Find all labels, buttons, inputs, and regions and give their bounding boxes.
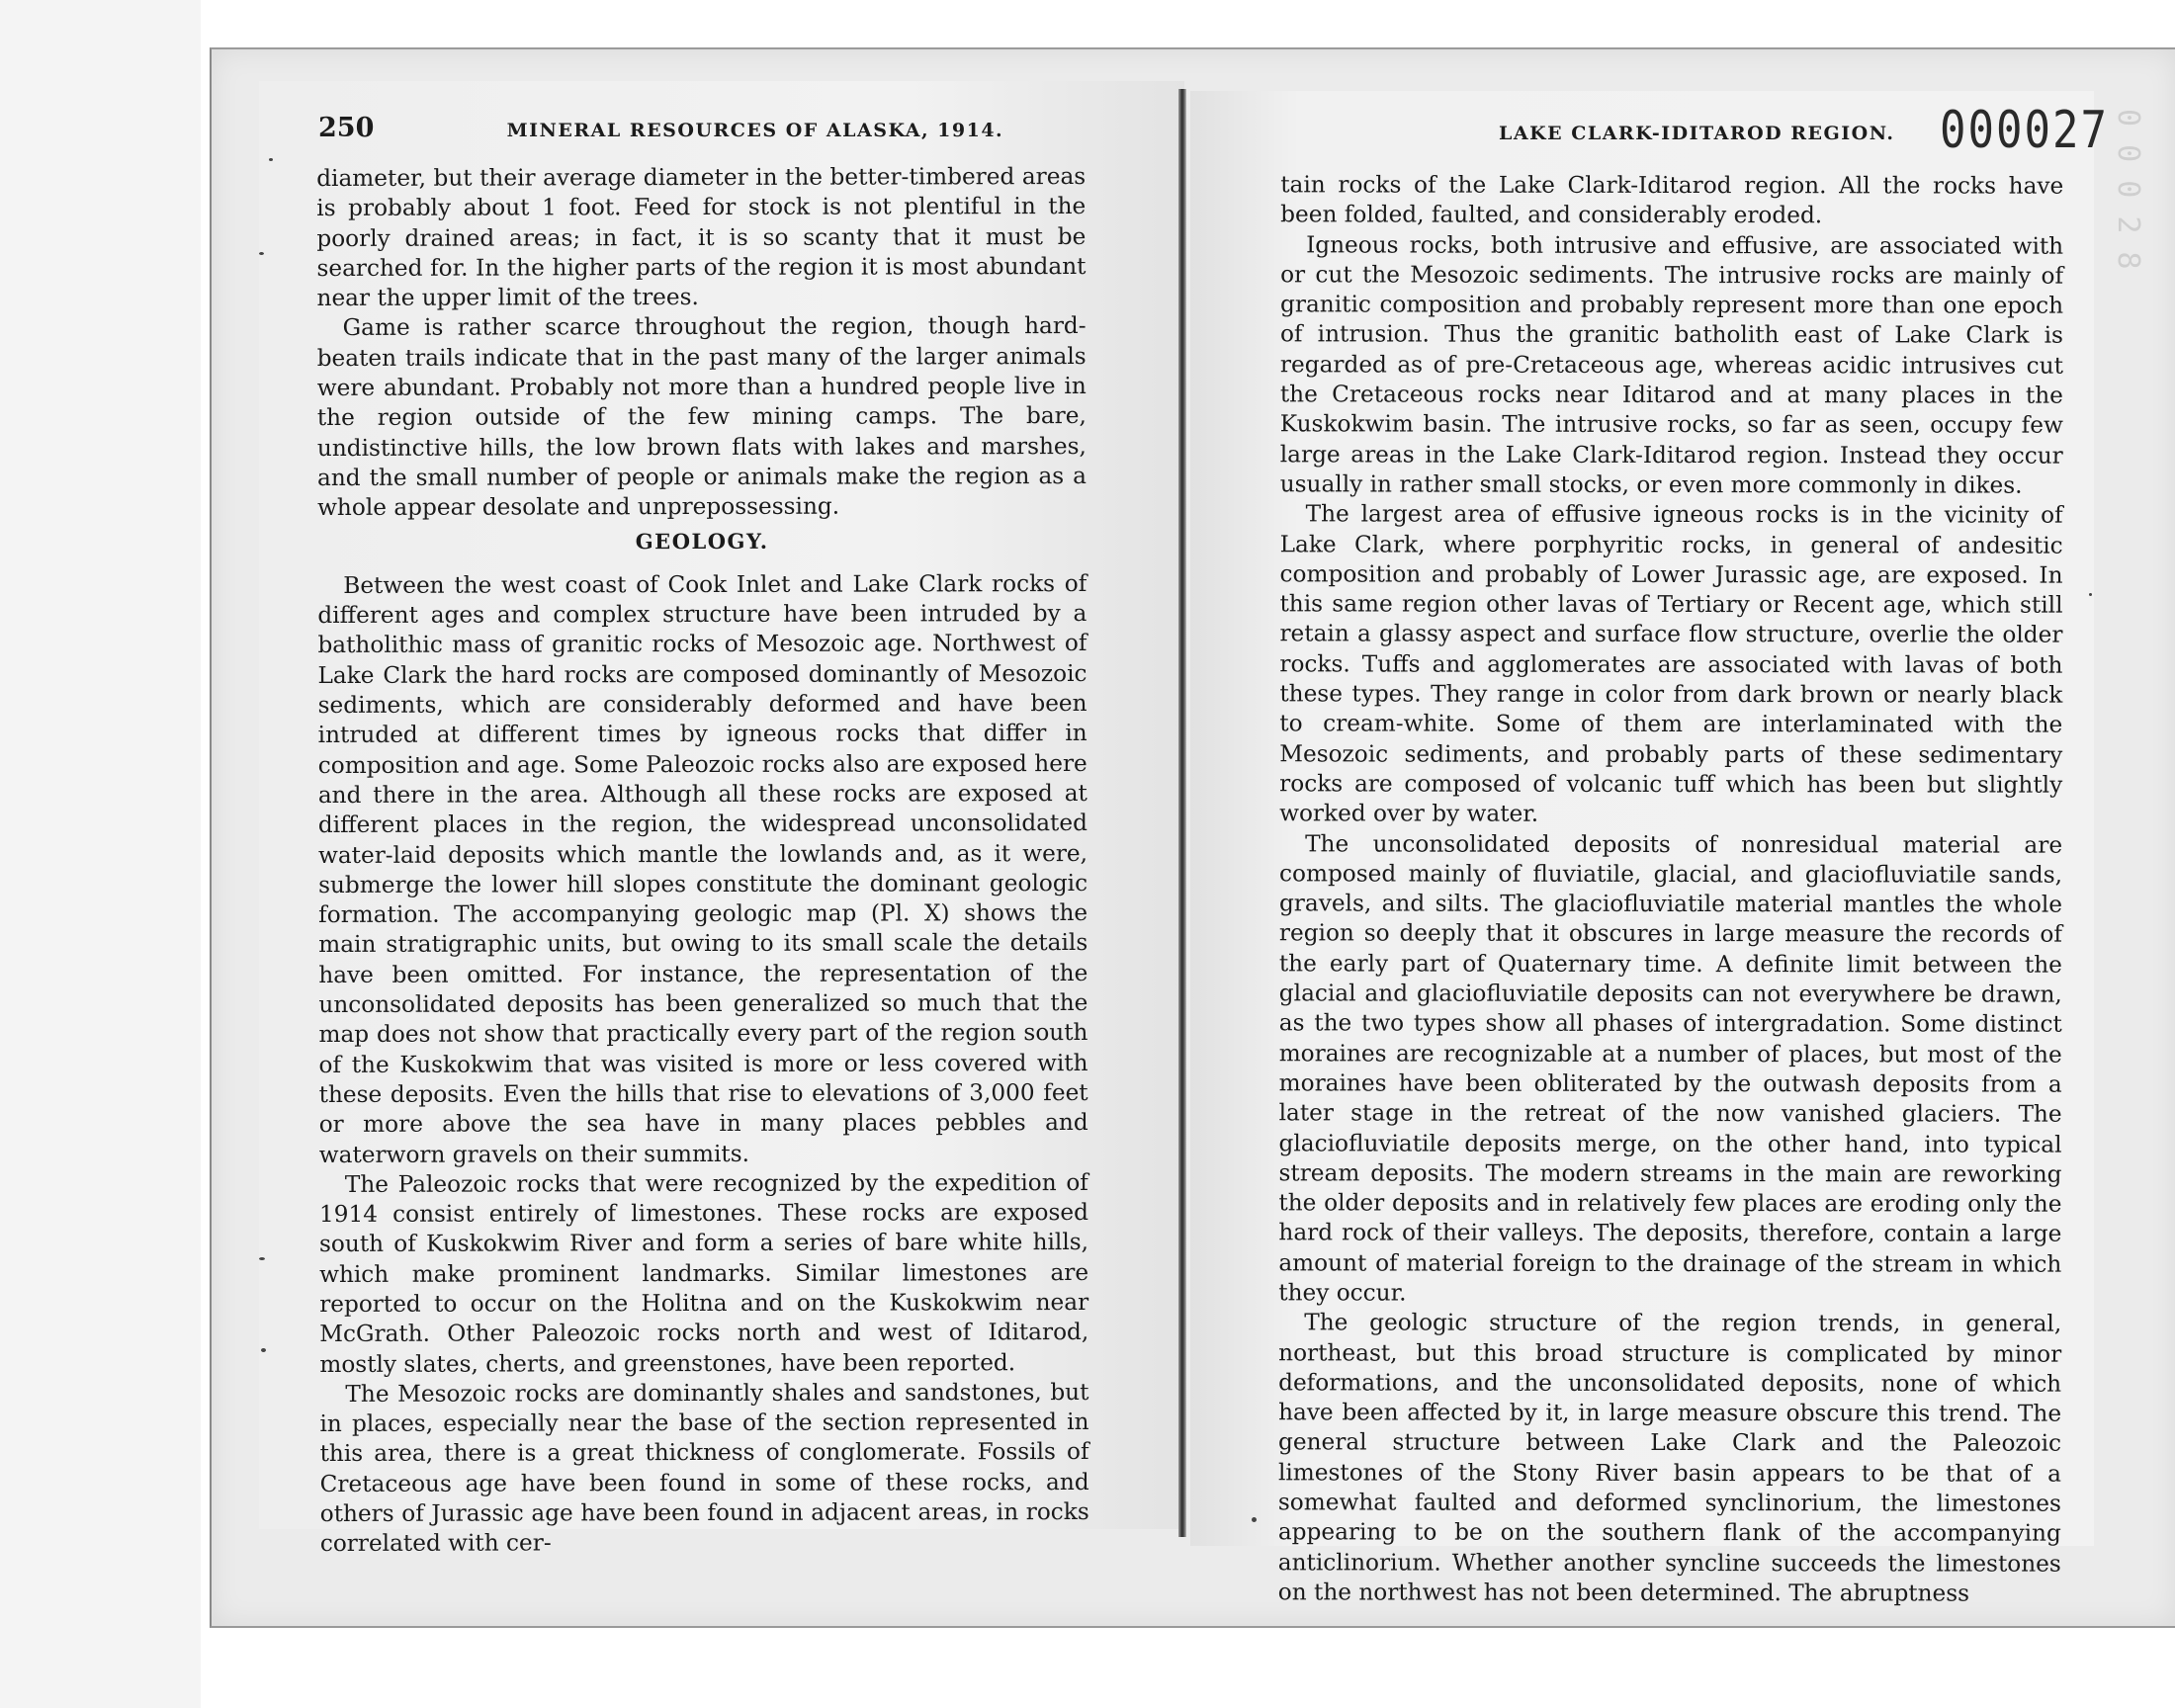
left-running-head: MINERAL RESOURCES OF ALASKA, 1914. [506, 120, 1004, 141]
paragraph: Between the west coast of Cook Inlet and Lake Clark rocks of different ages and complex structure have been intruded by a batholithic mass of granitic rocks of Mesozoic age. Northwest of Lake Clark the hard rocks are composed dominantly of Mesozoic sediments, which are considerably deformed and have been intruded at different times by igneous rocks that differ in composition and age. Some Paleozoic rocks also are exposed here and there in the area. Although all these rocks are exposed at different places in the region, the widespread unconsolidated water-laid deposits which mantle the lowlands and, as it were, submerge the lower hill slopes constitute the dominant geologic formation. The accompanying geologic map (Pl. X) shows the main stratigraphic units, but owing to its small scale the details have been omitted. For instance, the representation of the unconsolidated deposits has been generalized so much that the map does not show that practically every part of the region south of the Kuskokwim that was visited is more or less covered with these deposits. Even the hills that rise to elevations of 3,000 feet or more above the sea have in many places pebbles and waterworn gravels on their summits. [317, 569, 1088, 1168]
paragraph: Igneous rocks, both intrusive and effusive, are associated with or cut the Mesozoic sediments. The intrusive rocks are mainly of granitic composition and probably represent more than one epoch of intrusion. Thus the granitic batholith east of Lake Clark is regarded as of pre-Cretaceous age, whereas acidic intrusives cut the Cretaceous rocks near Iditarod and at many places in the Kuskokwim basin. The intrusive rocks, so far as seen, occupy few large areas in the Lake Clark-Iditarod region. Instead they occur usually in rather small stocks, or even more commonly in dikes. [1279, 230, 2064, 499]
document-stamp-number: 000027 [1940, 101, 2109, 161]
paragraph: The Paleozoic rocks that were recognized by the expedition of 1914 consist entirely of limestones. These rocks are exposed south of Kuskokwim River and form a series of bare white hills, which make prominent landmarks. Similar limestones are reported to occur on the Holitna and on the Kuskokwim near McGrath. Other Paleozoic rocks north and west of Iditarod, mostly slates, cherts, and greenstones, have been reported. [318, 1168, 1089, 1378]
left-page-header [318, 113, 1003, 143]
scan-speck [1252, 1517, 1257, 1522]
book-gutter [1178, 89, 1186, 1537]
paragraph: The unconsolidated deposits of nonresidual material are composed mainly of fluviatile, glacial, and glaciofluviatile sands, gravels, and silts. The glaciofluviatile material mantles the whole region so deeply that it obscures in large measure the records of the early part of Quaternary time. A definite limit between the glacial and glaciofluviatile deposits can not everywhere be drawn, as the two types show all phases of intergradation. Some distinct moraines are recognizable at a number of places, but most of the moraines have been obliterated by the outwash deposits from a later stage in the retreat of the now vanished glaciers. The glaciofluviatile deposits merge, on the other hand, into typical stream deposits. The modern streams in the main are reworking the older deposits and in relatively few places are eroding only the hard rock of their valleys. The deposits, therefore, contain a large amount of material foreign to the drainage of the stream in which they occur. [1278, 829, 2063, 1307]
right-page-body [1278, 170, 2064, 1609]
paragraph: Game is rather scarce throughout the region, though hard-beaten trails indicate that in the past many of the larger animals were abundant. Probably not more than a hundred people live in the region outside of the few mining camps. The bare, undistinctive hills, the low brown flats with lakes and marshes, and the small number of people or animals make the region as a whole appear desolate and unprepossessing. [316, 312, 1088, 522]
right-running-head: LAKE CLARK-IDITAROD REGION. [1499, 123, 1895, 144]
paragraph: The Mesozoic rocks are dominantly shales and sandstones, but in places, especially near the base of the section represented in this area, there is a great thickness of conglomerate. Fossils of Cretaceous age have been found in some of these rocks, and others of Jurassic age have been found in adjacent areas, in rocks correlated with cer- [319, 1378, 1089, 1558]
scan-speck [259, 252, 264, 255]
paragraph: tain rocks of the Lake Clark-Iditarod region. All the rocks have been folded, faulted, and considerably eroded. [1280, 171, 2064, 229]
scan-speck [2089, 593, 2092, 596]
paragraph: The largest area of effusive igneous rocks is in the vicinity of Lake Clark, where porphyritic rocks, in general of andesitic composition and probably of Lower Jurassic age, are exposed. In this same region other lavas of Tertiary or Recent age, which still retain a glassy aspect and surface flow structure, overlie the older rocks. Tuffs and agglomerates are associated with lavas of both these types. They range in color from dark brown or nearly black to cream-white. Some of them are interlaminated with the Mesozoic sediments, and probably parts of these sedimentary rocks are composed of volcanic tuff which has been but slightly worked over by water. [1279, 500, 2063, 828]
scan-speck [269, 158, 273, 161]
paragraph: diameter, but their average diameter in the better-timbered areas is probably about 1 foot. Feed for stock is not plentiful in the poorly drained areas; in fact, it is so scanty that it must be searched for. In the higher parts of the region it is most abundant near the upper limit of the trees. [316, 162, 1087, 312]
scanner-margin [0, 0, 201, 1708]
paragraph: The geologic structure of the region trends, in general, northeast, but this broad structure is complicated by minor deformations, and the unconsolidated deposits, none of which have been affected by it, in large measure obscure this trend. The general structure between Lake Clark and the Paleozoic limestones of the Stony River basin appears to be that of a somewhat faulted and deformed synclinorium, the limestones appearing to be on the southern flank of the accompanying anticlinorium. Whether another syncline succeeds the limestones on the northwest has not been determined. The abruptness [1277, 1309, 2062, 1607]
edge-marks: 0 0 0 2 8 [2111, 109, 2145, 270]
left-page-body [316, 162, 1089, 1560]
page-number: 250 [318, 113, 375, 143]
scan-speck [261, 1348, 266, 1352]
section-heading: GEOLOGY. [635, 528, 769, 554]
scan-speck [259, 1257, 265, 1260]
